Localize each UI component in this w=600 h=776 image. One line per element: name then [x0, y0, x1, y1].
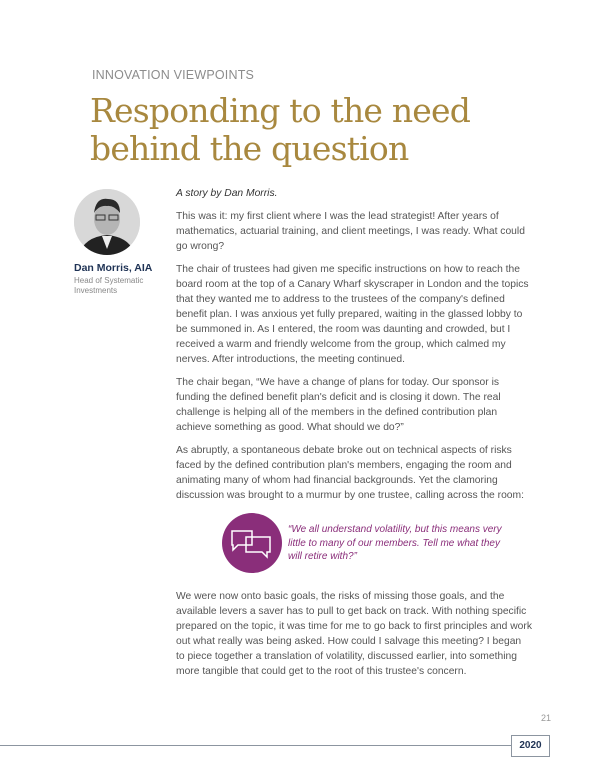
author-name: Dan Morris, AIA [74, 262, 153, 274]
article-body [176, 186, 532, 687]
paragraph: The chair of trustees had given me specific instructions on how to reach the board room at the top of a Canary Wharf skyscraper in London and the topics that they wanted me to address to the trustees of the company's defined benefit plan. I was anxious yet fully prepared, waiting in the glassed lobby to be summoned in. As I entered, the room was daunting and crowded, but I received a warm and friendly welcome from the group, which calmed my nerves. After introductions, the meeting continued. [176, 264, 529, 365]
author-photo [74, 189, 140, 255]
byline: A story by Dan Morris. [176, 188, 278, 199]
footer-rule [0, 745, 511, 746]
paragraph: The chair began, “We have a change of plans for today. Our sponsor is funding the defined benefit plan's deficit and is closing it down. The real challenge is helping all of the members in the defined contribution plan achieve something as good. What should we do?” [176, 377, 501, 433]
page-title [90, 92, 470, 168]
author-role: Head of Systematic Investments [74, 276, 144, 295]
title-line-1: Responding to the need [90, 91, 471, 130]
year-badge: 2020 [511, 735, 550, 757]
speech-bubbles-icon [222, 513, 282, 573]
paragraph: We were now onto basic goals, the risks of missing those goals, and the available levers a saver has to pull to get back on track. With nothing specific prepared on the topic, it was time for me to go back to first principles and work out what really was being asked. How could I salvage this meeting? I began to piece together a translation of volatility, discussed earlier, into something more tangible that could get to the root of this trustee's concern. [176, 591, 532, 677]
quote-text: “We all understand volatility, but this means very little to many of our members. Tell me what they will retire with?” [288, 524, 502, 562]
pull-quote [222, 513, 522, 575]
paragraph: This was it: my first client where I was the lead strategist! After years of mathematics, actuarial training, and client meetings, I was ready. What could go wrong? [176, 211, 525, 252]
section-kicker: INNOVATION VIEWPOINTS [92, 68, 255, 82]
page-number: 21 [541, 713, 552, 723]
title-line-2: behind the question [90, 129, 409, 168]
paragraph: As abruptly, a spontaneous debate broke out on technical aspects of risks faced by the defined contribution plan's members, engaging the room and animating many of whom had financial backgrounds. Yet the clamoring discussion was brought to a murmur by one trustee, calling across the room: [176, 445, 524, 501]
